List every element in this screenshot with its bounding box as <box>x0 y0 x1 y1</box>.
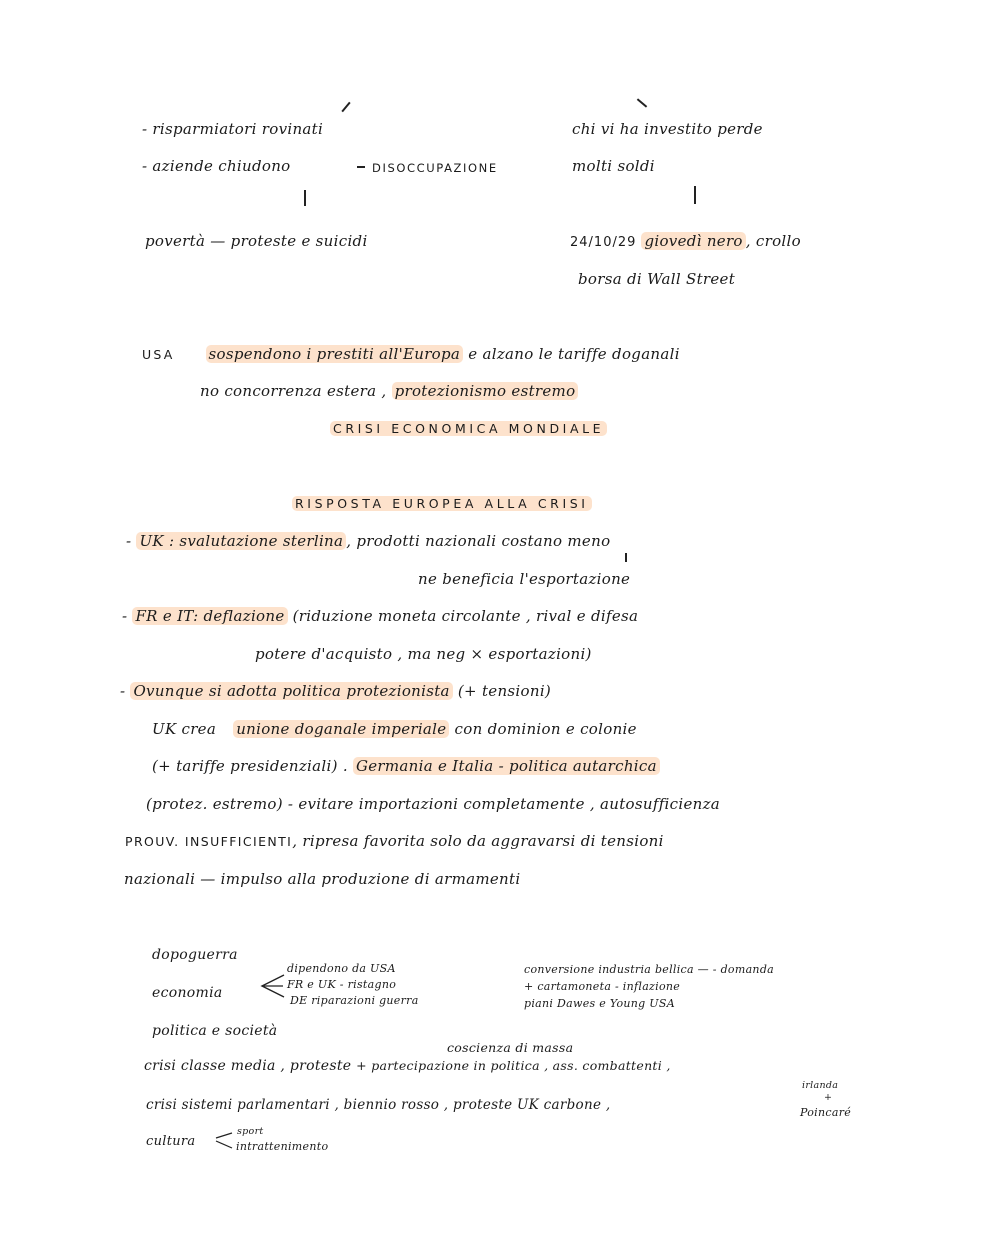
wall-street-line: borsa di Wall Street <box>578 270 736 288</box>
culture-label: cultura <box>146 1134 196 1149</box>
companies-close-line: - aziende chiudono <box>142 157 291 175</box>
global-crisis-heading: CRISI ECONOMICA MONDIALE <box>330 420 607 438</box>
purchasing-power-line: potere d'acquisto , ma neg × esportazioni) <box>255 645 592 663</box>
usa-label: USA <box>142 347 175 362</box>
investors-lose-line: chi vi ha investito perde <box>572 120 763 138</box>
self-sufficiency-line: (protez. estremo) - evitare importazioni completamente , autosufficienza <box>146 795 721 813</box>
protectionist-policy-highlight: Ovunque si adotta politica protezionista <box>130 682 452 700</box>
politics-society-label: politica e società <box>152 1023 278 1039</box>
customs-union-highlight: unione doganale imperiale <box>233 720 449 738</box>
mass-consciousness-note: coscienza di massa <box>447 1040 574 1055</box>
raise-tariffs-text: e alzano le tariffe doganali <box>468 345 680 363</box>
insufficient-measures-caps: PROUV. INSUFFICIENTI <box>125 834 293 849</box>
fr-it-deflation-line: - FR e IT: deflazione (riduzione moneta circolante , rival e difesa <box>122 607 639 625</box>
participation-text: + partecipazione in politica , ass. combattenti , <box>356 1058 671 1073</box>
protectionism-highlight: protezionismo estremo <box>392 382 579 400</box>
armaments-line: nazionali — impulso alla produzione di armamenti <box>124 870 521 888</box>
no-competition-text: no concorrenza estera , <box>200 382 387 400</box>
recovery-text: , ripresa favorita solo da aggravarsi di tensioni <box>292 832 664 850</box>
war-industry-conversion-note: conversione industria bellica — - domanda <box>524 963 775 976</box>
middle-class-crisis-text: crisi classe media , proteste <box>144 1058 352 1074</box>
fr-uk-stagnation-note: FR e UK - ristagno <box>287 978 397 991</box>
protectionist-policy-line: - Ovunque si adotta politica protezionista (+ tensioni) <box>120 682 552 700</box>
crash-word: , crollo <box>745 232 801 250</box>
dominions-text: con dominion e colonie <box>454 720 637 738</box>
depend-on-usa-note: dipendono da USA <box>287 962 396 975</box>
plus-note: + <box>824 1092 833 1103</box>
middle-class-crisis-line <box>144 1057 671 1075</box>
poverty-line: povertà — proteste e suicidi <box>145 232 368 250</box>
preferential-tariffs-text: (+ tariffe presidenziali) . <box>152 757 348 775</box>
tensions-text: (+ tensioni) <box>457 682 552 700</box>
uk-devaluation-highlight: UK : svalutazione sterlina <box>136 532 346 550</box>
uk-devaluation-rest: , prodotti nazionali costano meno <box>346 532 611 550</box>
european-response-heading: RISPOSTA EUROPEA ALLA CRISI <box>292 495 592 513</box>
paper-money-inflation-note: + cartamoneta - inflazione <box>524 980 681 993</box>
parliamentary-crisis-line: crisi sistemi parlamentari , biennio rosso , proteste UK carbone , <box>146 1097 611 1113</box>
much-money-line: molti soldi <box>572 157 655 175</box>
suspend-loans-highlight: sospendono i prestiti all'Europa <box>206 345 464 363</box>
black-thursday-highlight: giovedì nero <box>641 232 745 250</box>
sport-note: sport <box>237 1126 264 1137</box>
economy-label: economia <box>152 985 223 1001</box>
crash-date: 24/10/29 <box>570 235 637 250</box>
entertainment-note: intrattenimento <box>236 1140 329 1153</box>
export-benefit-line: ne beneficia l'esportazione <box>418 570 631 588</box>
ireland-note: irlanda <box>802 1080 839 1091</box>
uk-devaluation-line: - UK : svalutazione sterlina , prodotti nazionali costano meno <box>126 532 611 550</box>
poincare-note: Poincaré <box>800 1106 852 1119</box>
uk-creates-text: UK crea <box>152 720 217 738</box>
fr-it-deflation-highlight: FR e IT: deflazione <box>132 607 287 625</box>
de-reparations-note: DE riparazioni guerra <box>290 994 419 1007</box>
postwar-label: dopoguerra <box>152 947 238 963</box>
unemployment-label: DISOCCUPAZIONE <box>372 161 498 175</box>
fr-it-deflation-rest: (riduzione moneta circolante , rival e difesa <box>292 607 639 625</box>
autarchy-highlight: Germania e Italia - politica autarchica <box>353 757 660 775</box>
savers-ruined-line: - risparmiatori rovinati <box>142 120 324 138</box>
dawes-young-plans-note: piani Dawes e Young USA <box>524 997 675 1010</box>
